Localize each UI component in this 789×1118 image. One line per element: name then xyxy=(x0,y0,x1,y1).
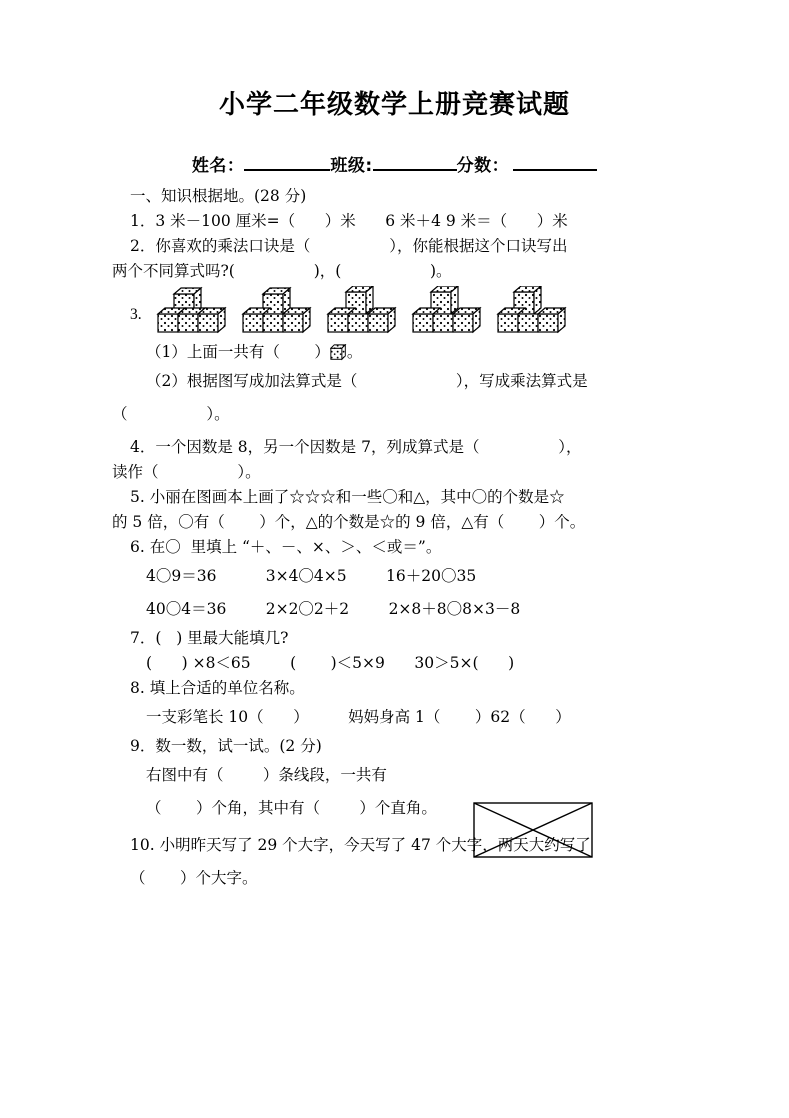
question-9-line-1: 右图中有（ ）条线段，一共有 xyxy=(146,766,387,784)
question-6-row-1: 4〇9＝36 3×4〇4×5 16＋20〇35 xyxy=(146,567,477,585)
question-9-diagram xyxy=(473,802,595,860)
question-7-row-1: ( ) ×8＜65 ( )＜5×9 30＞5×( ) xyxy=(146,654,515,672)
question-3-sub-2-line-1: （2）根据图写成加法算式是（ ），写成乘法算式是 xyxy=(146,372,588,390)
question-9-line-2: （ ）个角，其中有（ ）个直角。 xyxy=(146,799,437,817)
cube-group-2 xyxy=(241,286,319,336)
question-3-cube-figures xyxy=(112,286,683,340)
question-3-sub-1-suffix: 。 xyxy=(346,343,363,361)
question-5-line-2: 的 5 倍，〇有（ ）个，△的个数是☆的 9 倍，△有（ ）个。 xyxy=(112,513,586,531)
section-one-heading: 一、知识根据地。(28 分) xyxy=(130,187,307,205)
score-label: 分数： xyxy=(456,156,510,176)
student-info-header xyxy=(0,121,789,176)
question-10-line-1: 10. 小明昨天写了 29 个大字，今天写了 47 个大字，两天大约写了 xyxy=(130,836,591,854)
question-2-line-1: 2．你喜欢的乘法口诀是（ ），你能根据这个口诀写出 xyxy=(130,237,568,255)
question-10-line-2: （ ）个大字。 xyxy=(130,869,258,887)
question-7-prompt: 7．( ) 里最大能填几? xyxy=(130,629,289,647)
score-blank[interactable] xyxy=(513,154,597,171)
question-8-row-1: 一支彩笔长 10（ ） 妈妈身高 1（ ）62（ ） xyxy=(146,708,571,726)
cube-group-1 xyxy=(156,286,234,336)
page-title: 小学二年级数学上册竞赛试题 xyxy=(218,90,570,120)
question-4-line-2: 读作（ ）。 xyxy=(112,463,261,481)
cube-group-4 xyxy=(411,286,489,336)
question-5-line-1: 5. 小丽在图画本上画了☆☆☆和一些〇和△，其中〇的个数是☆ xyxy=(130,488,565,506)
name-blank[interactable] xyxy=(244,154,330,171)
name-label: 姓名： xyxy=(191,156,245,176)
question-3-number: 3. xyxy=(130,306,142,323)
question-2-line-2: 两个不同算式吗?( )，( )。 xyxy=(112,262,452,280)
cube-group-3 xyxy=(326,286,404,336)
question-9-prompt: 9．数一数，试一试。(2 分) xyxy=(130,737,322,755)
question-1: 1．3 米－100 厘米=（ ）米 6 米＋4 9 米＝（ ）米 xyxy=(130,212,568,230)
class-blank[interactable] xyxy=(373,154,457,171)
cube-group-5 xyxy=(496,286,574,336)
section-one xyxy=(0,176,789,895)
question-6-prompt: 6. 在〇 里填上 “＋、－、×、＞、＜或＝”。 xyxy=(130,538,442,556)
question-6-row-2: 40〇4＝36 2×2〇2＋2 2×8＋8〇8×3－8 xyxy=(146,600,521,618)
class-label: 班级: xyxy=(330,156,373,176)
question-3-sub-1 xyxy=(112,340,683,365)
question-8-prompt: 8. 填上合适的单位名称。 xyxy=(130,679,305,697)
cube-icon xyxy=(330,344,347,361)
question-3-sub-1-text: （1）上面一共有（ ） xyxy=(146,343,330,361)
question-3-sub-2-line-2: （ ）。 xyxy=(112,405,230,423)
question-4-line-1: 4．一个因数是 8，另一个因数是 7，列成算式是（ ）， xyxy=(130,438,582,456)
